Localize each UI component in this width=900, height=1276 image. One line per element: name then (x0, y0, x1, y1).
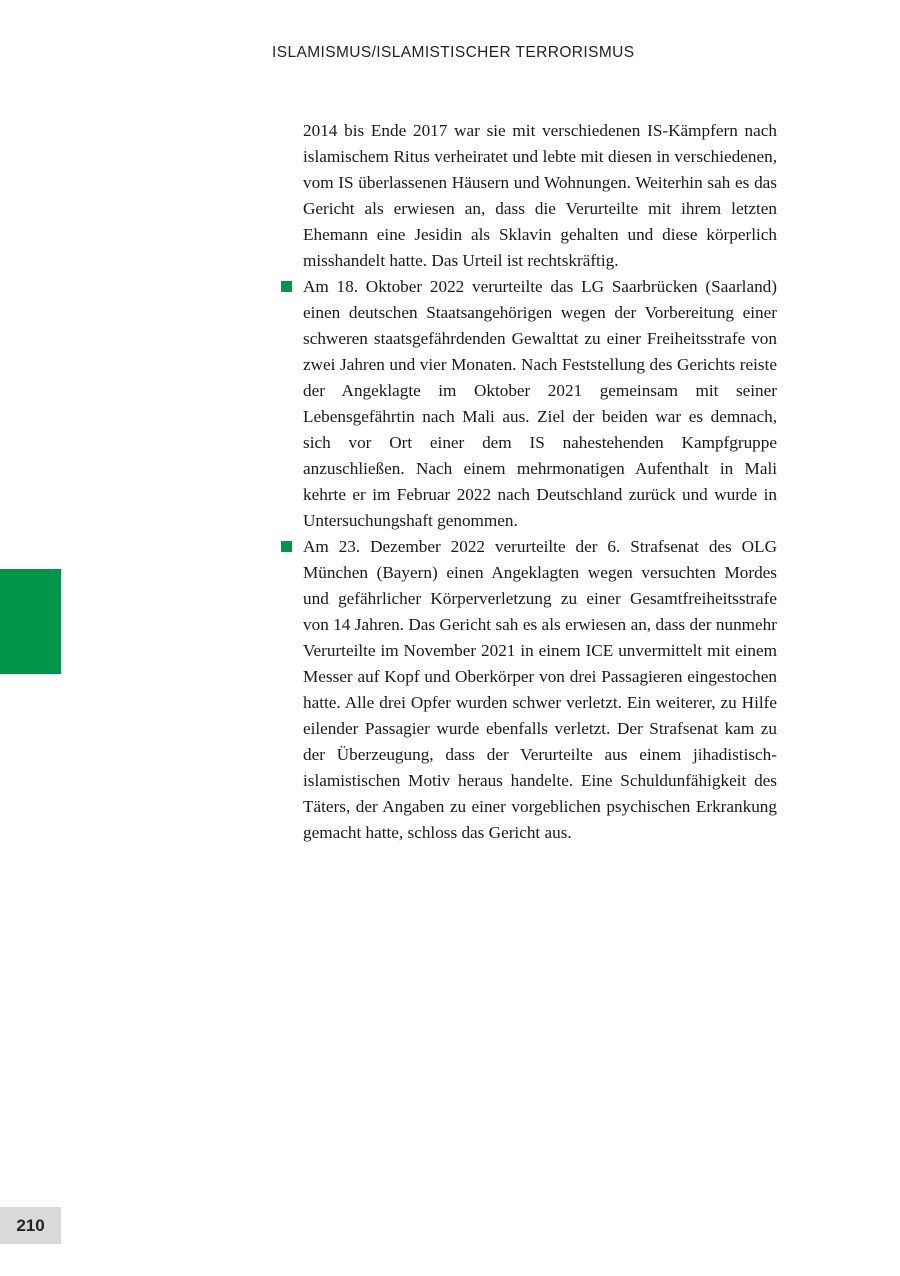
page-number: 210 (0, 1207, 61, 1244)
main-text (303, 118, 777, 846)
running-header: ISLAMISMUS/ISLAMISTISCHER TERRORISMUS (272, 44, 635, 61)
list-item-text: Am 18. Oktober 2022 verurteilte das LG Saarbrücken (Saarland) einen deutschen Staatsangehörigen wegen der Vorbereitung einer schweren staatsgefährdenden Gewalttat zu einer Freiheitsstrafe von zwei Jahren und vier Monaten. Nach Feststellung des Gerichts reiste der Angeklagte im Oktober 2021 gemeinsam mit seiner Lebensgefährtin nach Mali aus. Ziel der beiden war es demnach, sich vor Ort einer dem IS nahestehenden Kampfgruppe anzuschließen. Nach einem mehrmonatigen Aufenthalt in Mali kehrte er im Februar 2022 nach Deutschland zurück und wurde in Untersuchungshaft genommen. (303, 277, 777, 530)
list-item (303, 274, 777, 534)
continuation-paragraph: 2014 bis Ende 2017 war sie mit verschiedenen IS-Kämpfern nach islamischem Ritus verheiratet und lebte mit diesen in verschiedenen, vom IS überlassenen Häusern und Wohnungen. Weiterhin sah es das Gericht als erwiesen an, dass die Verurteilte mit ihrem letzten Ehemann eine Jesidin als Sklavin gehalten und diese körperlich misshandelt hatte. Das Urteil ist rechtskräftig. (303, 121, 777, 270)
chapter-side-tab (0, 569, 61, 674)
list-item-text: Am 23. Dezember 2022 verurteilte der 6. Strafsenat des OLG München (Bayern) einen Angeklagten wegen versuchten Mordes und gefährlicher Körperverletzung zu einer Gesamtfreiheitsstrafe von 14 Jahren. Das Gericht sah es als erwiesen an, dass der nunmehr Verurteilte im November 2021 in einem ICE unvermittelt mit einem Messer auf Kopf und Oberkörper von drei Passagieren eingestochen hatte. Alle drei Opfer wurden schwer verletzt. Ein weiterer, zu Hilfe eilender Passagier wurde ebenfalls verletzt. Der Strafsenat kam zu der Überzeugung, dass der Verurteilte aus einem jihadistisch-islamistischen Motiv heraus handelte. Eine Schuldunfähigkeit des Täters, der Angaben zu einer vorgeblichen psychischen Erkrankung gemacht hatte, schloss das Gericht aus. (303, 537, 777, 842)
green-square-bullet-icon (281, 541, 292, 552)
green-square-bullet-icon (281, 281, 292, 292)
list-item (303, 534, 777, 846)
